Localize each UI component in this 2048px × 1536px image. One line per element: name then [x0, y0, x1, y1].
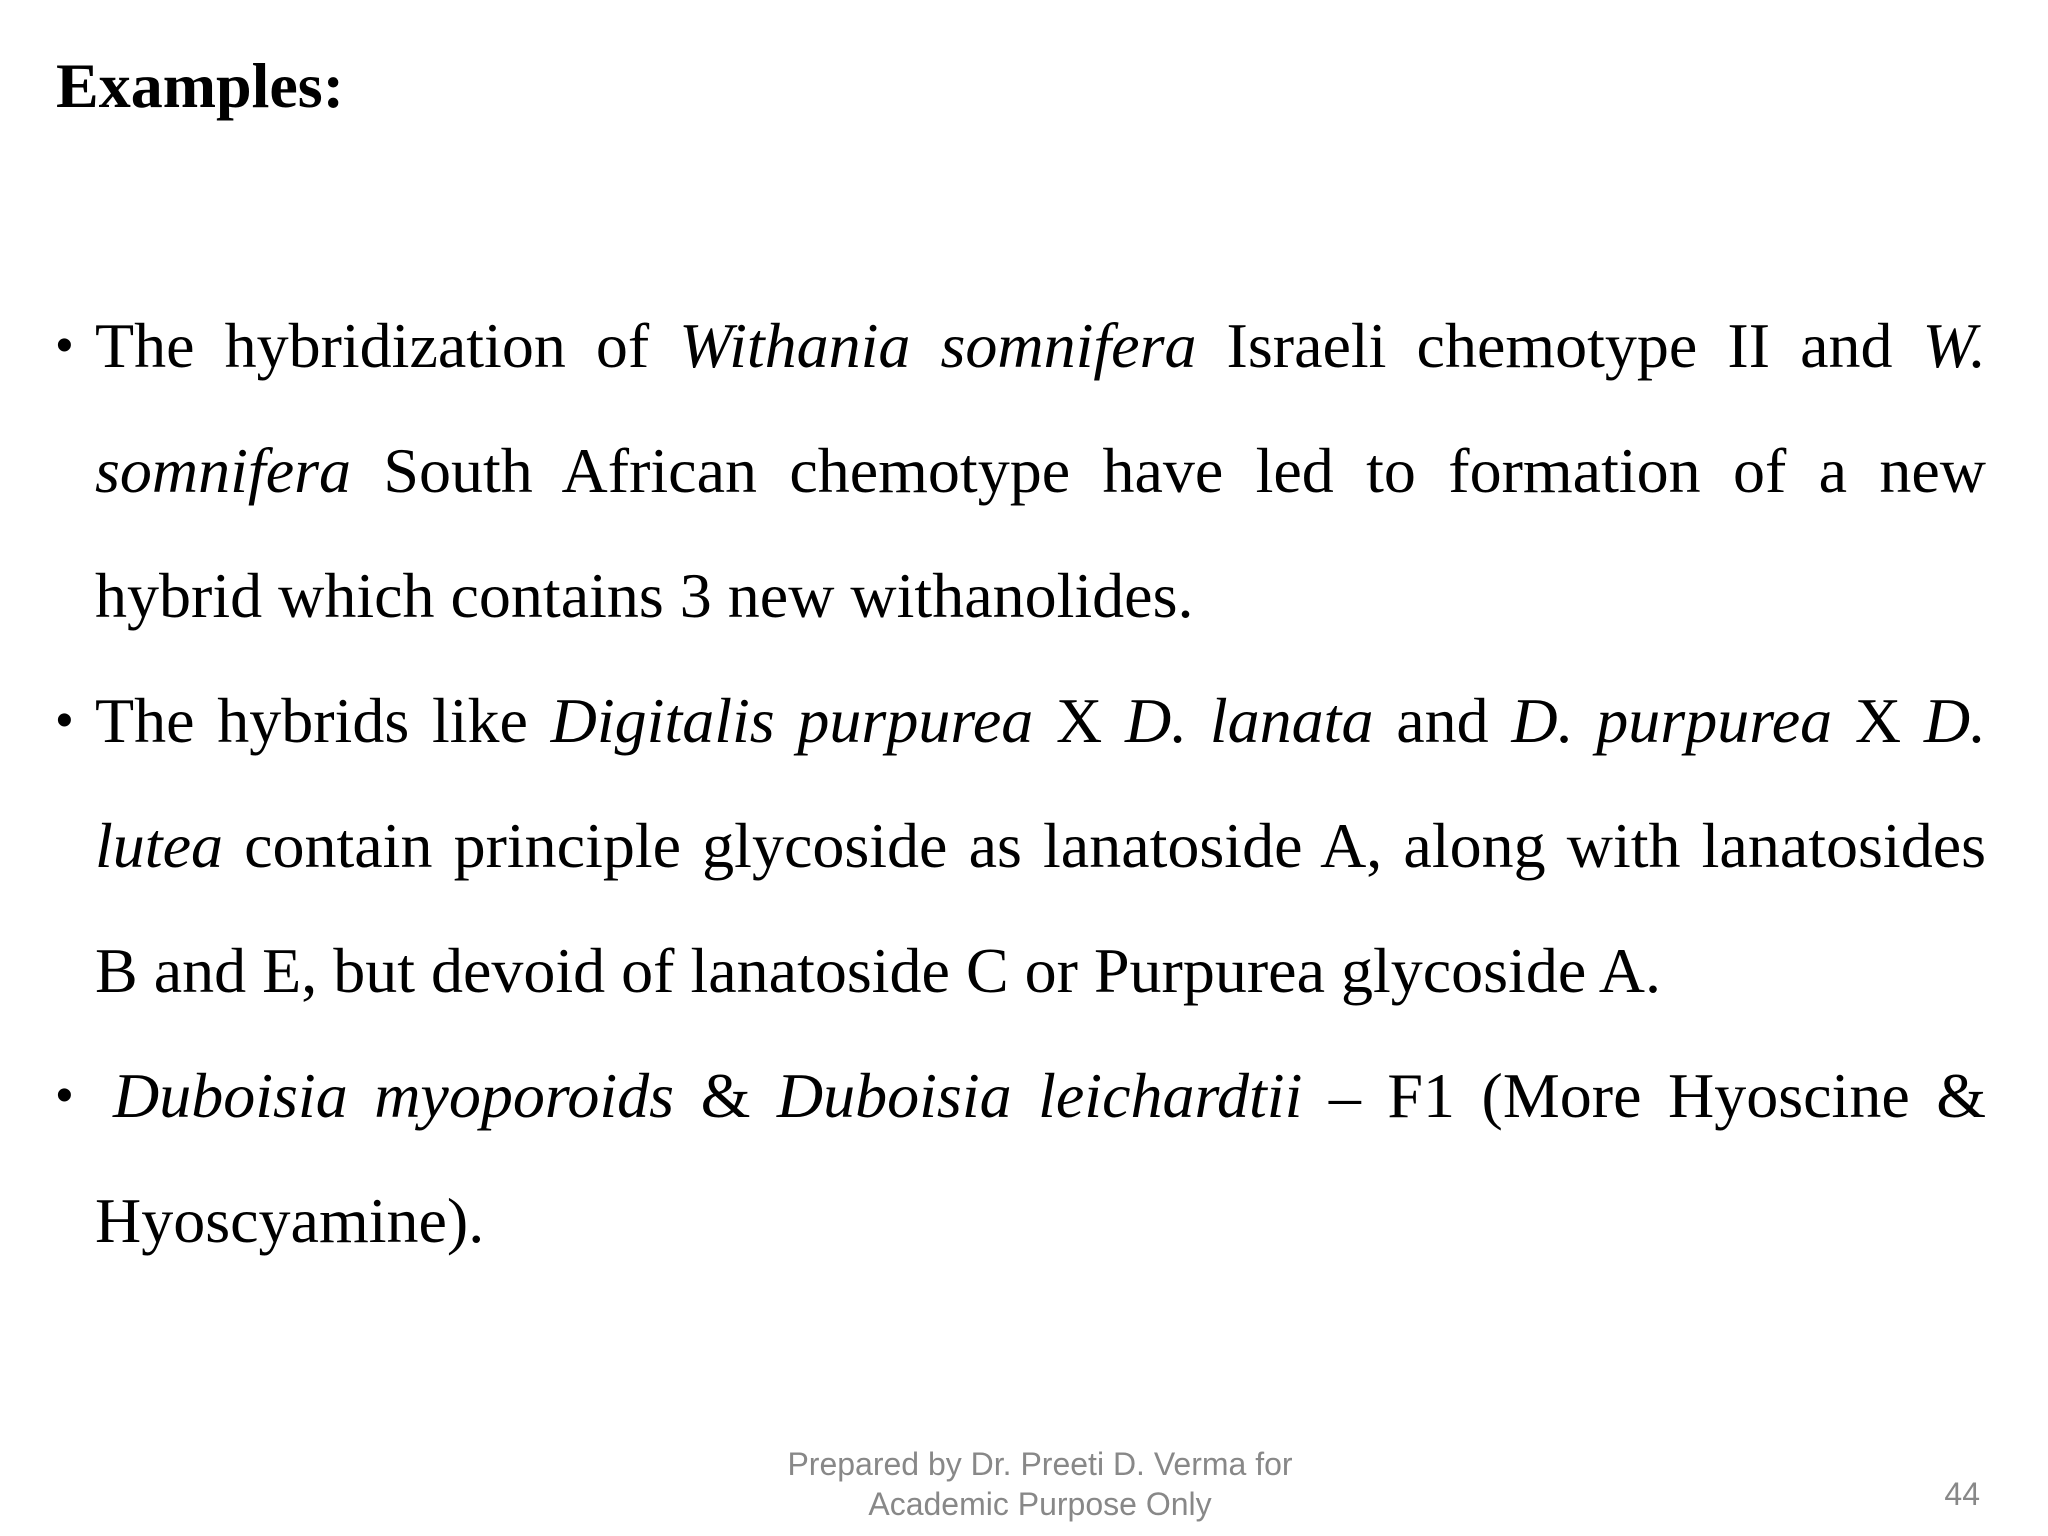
bullet-item-withania — [56, 283, 1986, 658]
text-segment: The hybrids like — [95, 685, 551, 756]
species-name: D. lutea — [95, 685, 1987, 881]
species-name: Digitalis purpurea — [550, 685, 1034, 756]
text-segment: contain principle glycoside as lanatoside A, along with lanatosides B and E, but devoid of lanatoside C or Purpurea glycoside A. — [95, 810, 1986, 1006]
page-number: 44 — [1944, 1476, 1980, 1512]
footer-line: Academic Purpose Only — [868, 1486, 1212, 1522]
species-name: W. somnifera — [95, 310, 1987, 506]
species-name: D. lanata — [1124, 685, 1374, 756]
species-name: Duboisia leichardtii — [776, 1060, 1303, 1131]
bullet-item-digitalis — [56, 658, 1986, 1033]
text-segment: South African chemotype have led to formation of a new hybrid which contains 3 new withanolides. — [95, 435, 1986, 631]
species-name: Withania somnifera — [679, 310, 1197, 381]
slide-title: Examples: — [56, 50, 344, 121]
bullet-marker: • — [56, 319, 73, 372]
species-name: D. purpurea — [1511, 685, 1833, 756]
species-name: Duboisia myoporoids — [113, 1060, 675, 1131]
text-segment: The hybridization of — [95, 310, 680, 381]
text-segment: and — [1373, 685, 1512, 756]
bullet-marker: • — [56, 1069, 73, 1122]
bullet-text — [95, 310, 1986, 631]
bullet-marker: • — [56, 694, 73, 747]
bullet-list — [56, 283, 1986, 1283]
footer-credit — [700, 1444, 1380, 1524]
text-segment: – F1 (More Hyoscine & Hyoscyamine). — [95, 1060, 1987, 1256]
text-segment: Israeli chemotype II and — [1196, 310, 1923, 381]
text-segment: X — [1033, 685, 1125, 756]
bullet-text — [95, 685, 1986, 1006]
bullet-item-duboisia — [56, 1033, 1986, 1283]
footer-line: Prepared by Dr. Preeti D. Verma for — [787, 1446, 1293, 1482]
text-segment: X — [1832, 685, 1924, 756]
text-segment: & — [674, 1060, 777, 1131]
bullet-text — [95, 1060, 1986, 1256]
